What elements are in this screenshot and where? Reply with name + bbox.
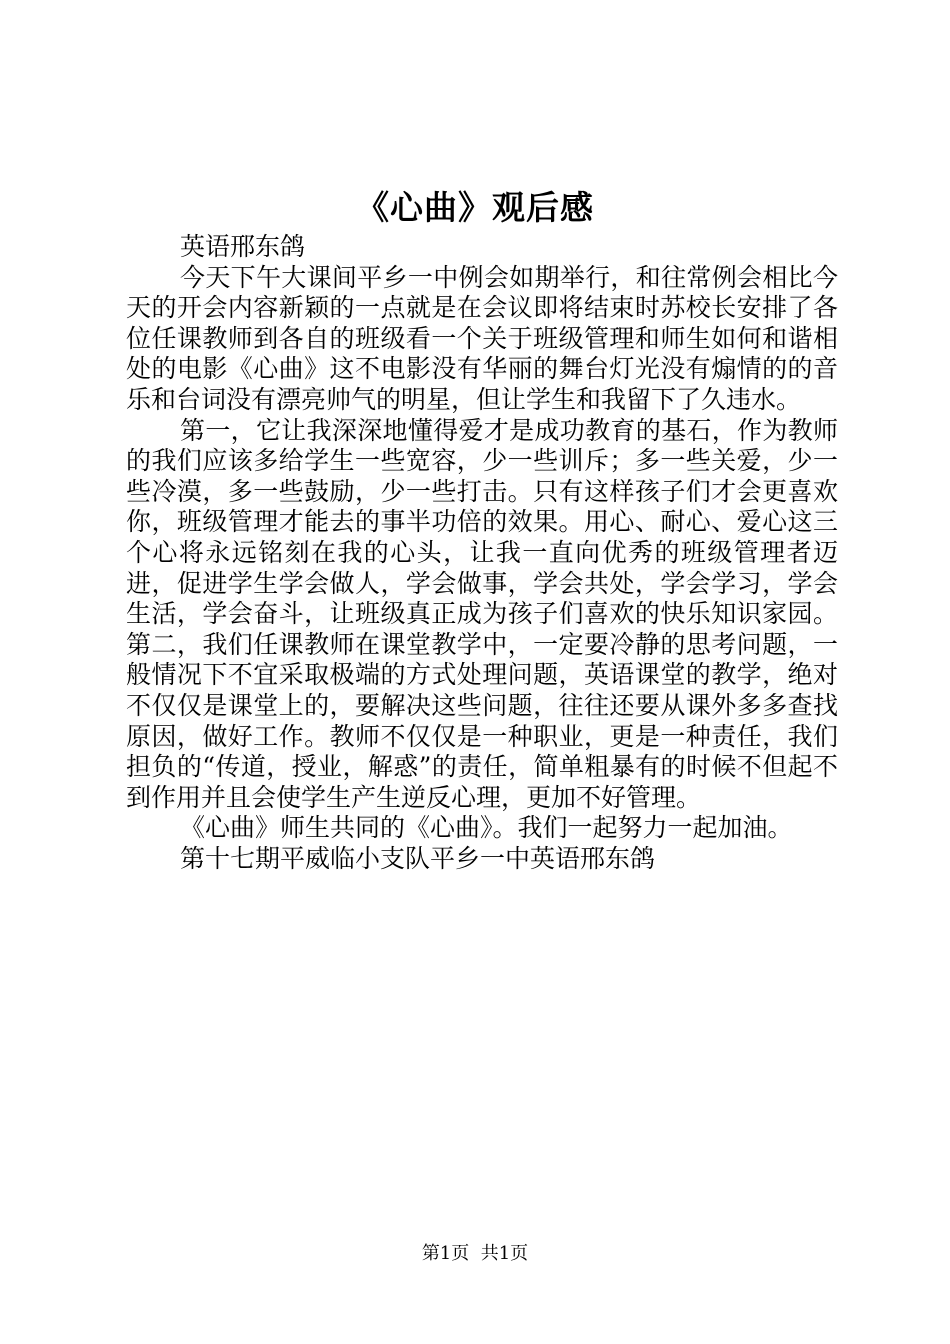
document-body <box>126 232 838 874</box>
paragraph-intro: 今天下午大课间平乡一中例会如期举行，和往常例会相比今天的开会内容新颖的一点就是在会议即将结束时苏校长安排了各位任课教师到各自的班级看一个关于班级管理和师生如何和谐相处的电影《心曲》这不电影没有华丽的舞台灯光没有煽情的的音乐和台词没有漂亮帅气的明星，但让学生和我留下了久违水。 <box>126 262 838 414</box>
page-footer: 第1页 共1页 <box>421 1243 529 1264</box>
paragraph-closing: 《心曲》师生共同的《心曲》。我们一起努力一起加油。 <box>180 813 793 843</box>
paragraph-main: 第一，它让我深深地懂得爱才是成功教育的基石，作为教师的我们应该多给学生一些宽容，少一些训斥；多一些关爱，少一些冷漠，多一些鼓励，少一些打击。只有这样孩子们才会更喜欢你，班级管理才能去的事半功倍的效果。用心、耐心、爱心这三个心将永远铭刻在我的心头，让我一直向优秀的班级管理者迈进，促进学生学会做人，学会做事，学会共处，学会学习，学会生活，学会奋斗，让班级真正成为孩子们喜欢的快乐知识家园。第二，我们任课教师在课堂教学中，一定要冷静的思考问题，一般情况下不宜采取极端的方式处理问题，英语课堂的教学，绝对不仅仅是课堂上的，要解决这些问题，往往还要从课外多多查找原因，做好工作。教师不仅仅是一种职业，更是一种责任，我们担负的“传道，授业，解惑”的责任，简单粗暴有的时候不但起不到作用并且会使学生产生逆反心理，更加不好管理。 <box>126 415 838 812</box>
author-line: 英语邢东鸽 <box>180 232 306 261</box>
signature-line: 第十七期平威临小支队平乡一中英语邢东鸽 <box>180 843 656 873</box>
document-title: 《心曲》观后感 <box>356 188 594 227</box>
